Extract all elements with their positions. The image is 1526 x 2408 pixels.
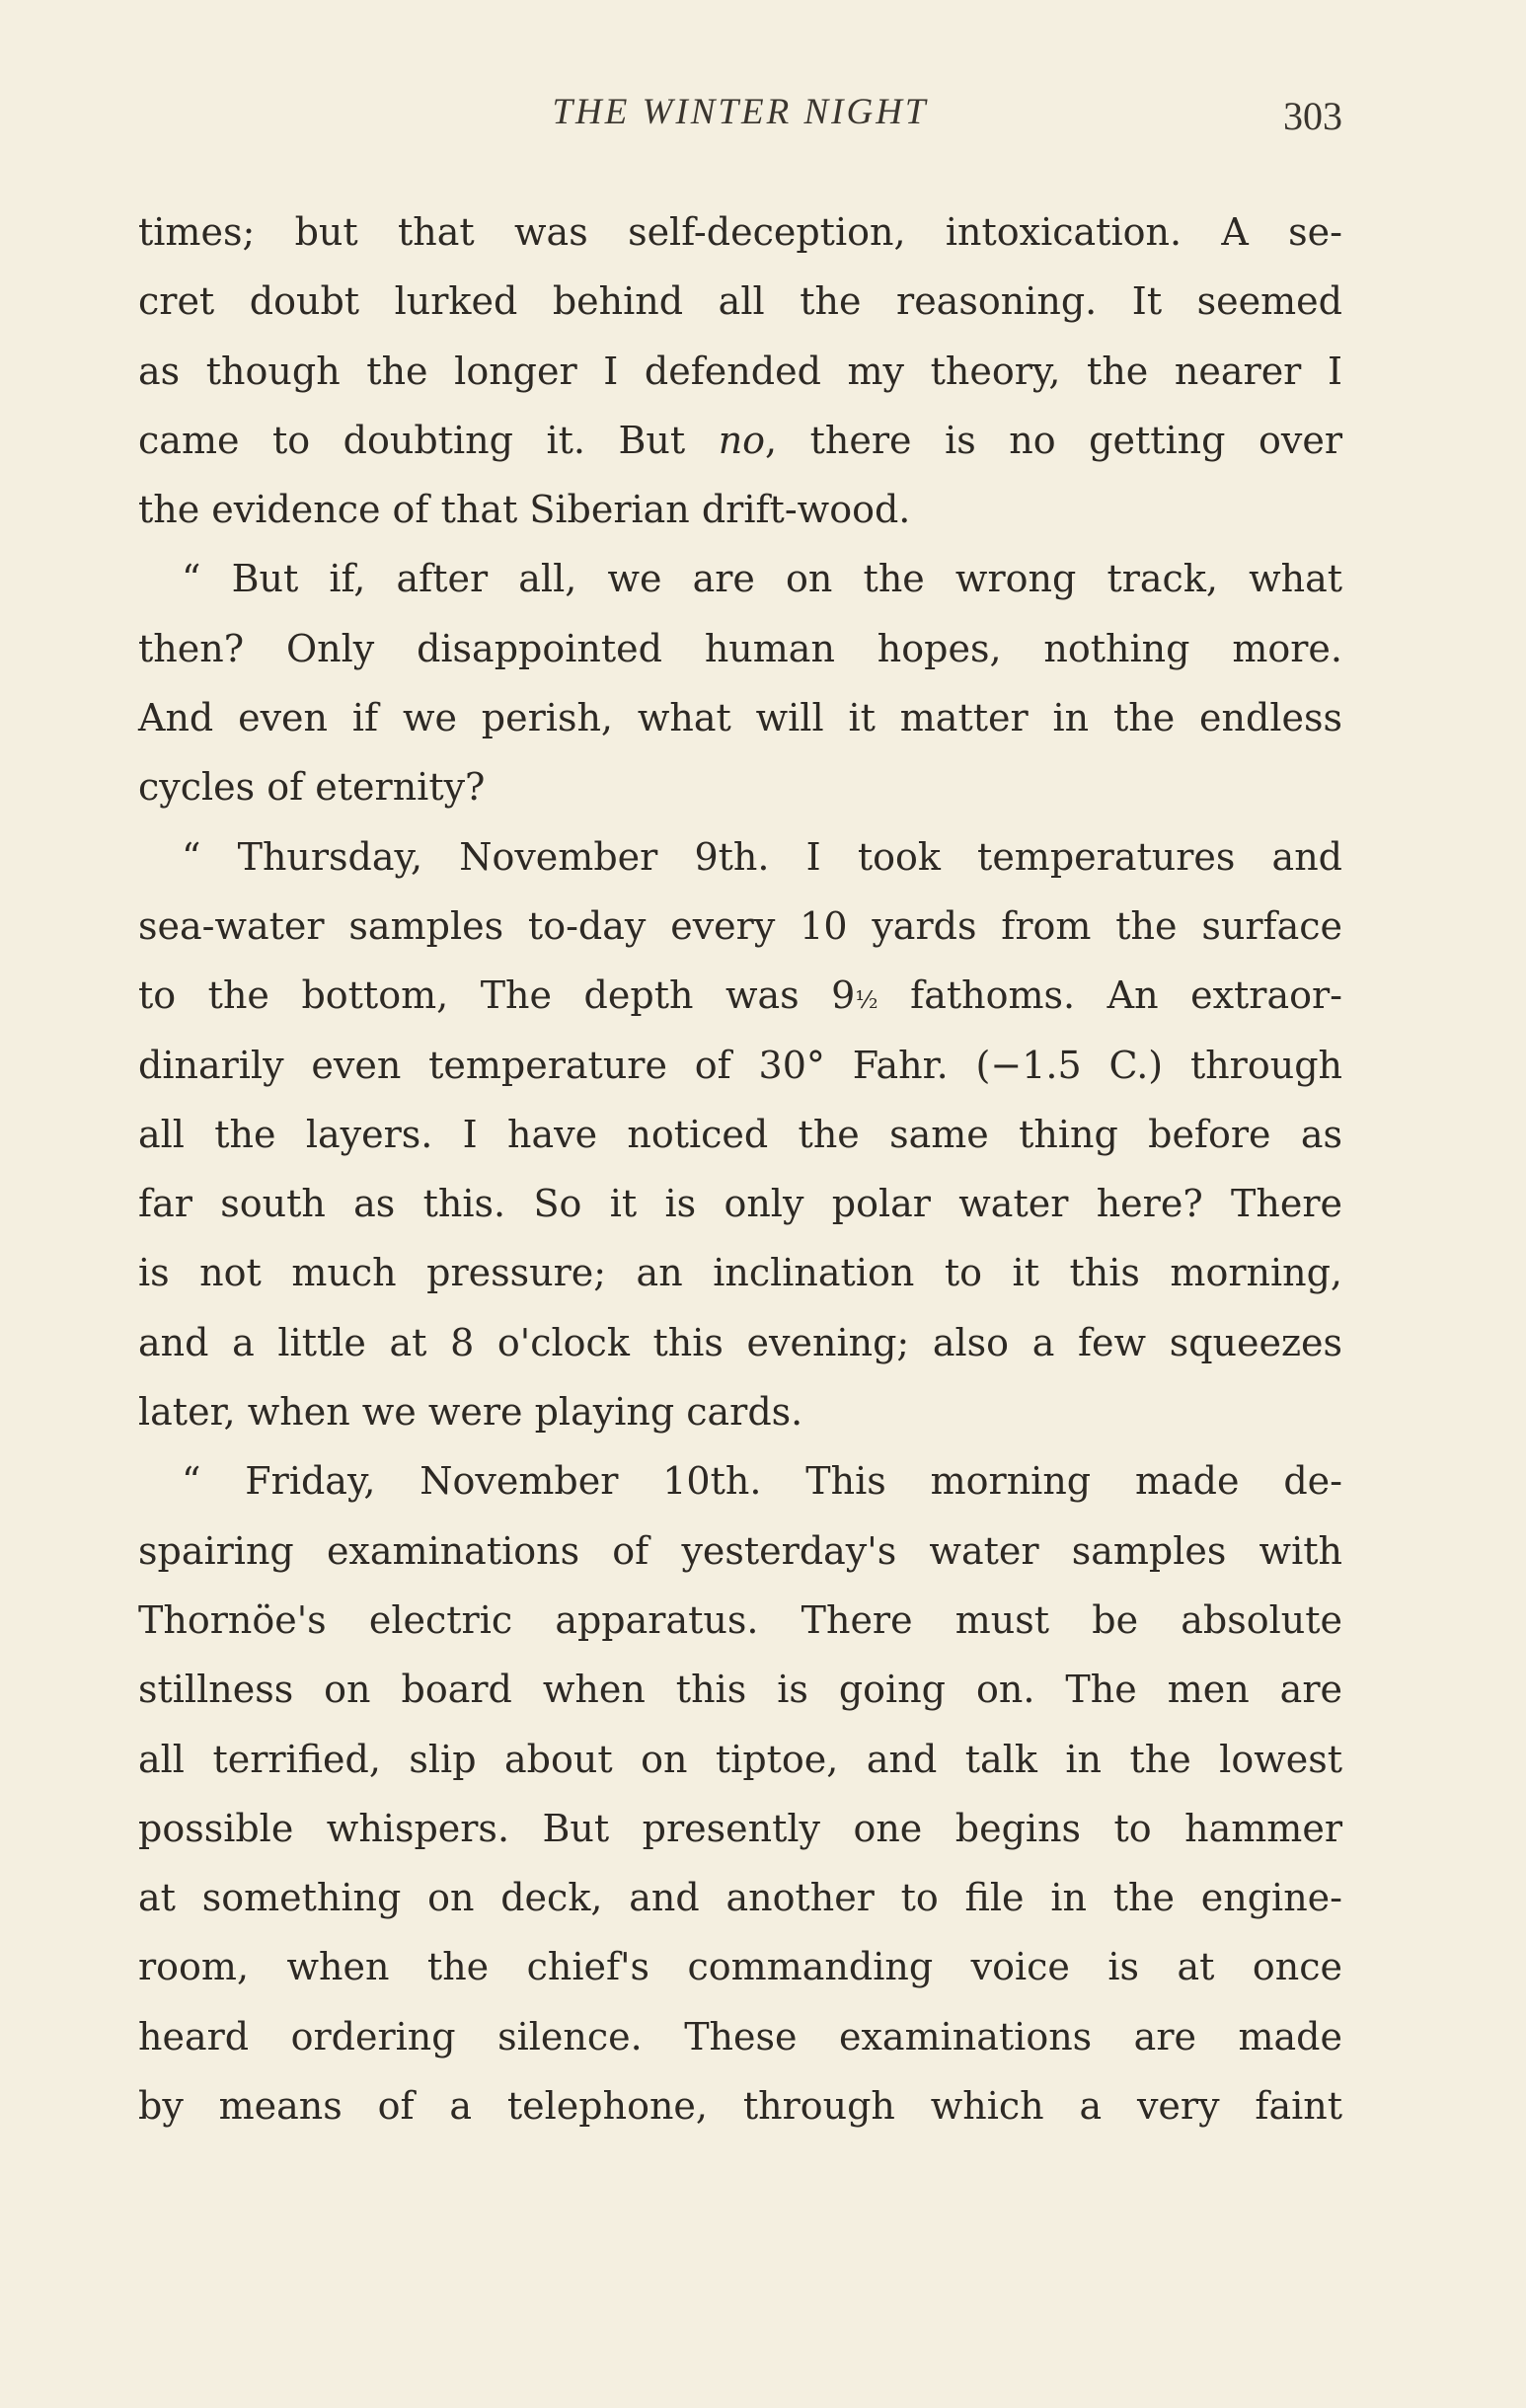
text-line: And even if we perish, what will it matter in the endless [138,696,1342,740]
text-line: heard ordering silence. These examinations are made [138,2014,1342,2058]
text-line [138,961,1342,1030]
running-title: THE WINTER NIGHT [552,92,929,132]
running-head [138,91,1342,150]
text-line [138,406,1342,475]
text-line: at something on deck, and another to file in the engine- [138,1876,1342,1920]
text-segment: came to doubting it. But [138,418,719,462]
text-line: the evidence of that Siberian drift-wood. [138,488,911,532]
text-line: spairing examinations of yesterday's water samples with [138,1528,1342,1573]
text-line: times; but that was self-deception, intoxication. A se- [138,210,1342,254]
text-line: far south as this. So it is only polar water here? There [138,1182,1342,1226]
text-segment: , there is no getting over [765,418,1343,462]
text-line: sea-water samples to-day every 10 yards from the surface [138,903,1342,948]
text-line: later, when we were playing cards. [138,1390,803,1435]
page-number: 303 [1283,94,1342,138]
text-line: “ But if, after all, we are on the wrong track, what [182,557,1342,601]
text-line: all terrified, slip about on tiptoe, and talk in the lowest [138,1737,1342,1781]
text-line: stillness on board when this is going on. The men are [138,1668,1342,1712]
text-line: “ Thursday, November 9th. I took temperatures and [182,834,1342,879]
text-line: room, when the chief's commanding voice is at once [138,1945,1342,1989]
text-line: is not much pressure; an inclination to it this morning, [138,1251,1342,1295]
text-line: and a little at 8 o'clock this evening; also a few squeezes [138,1320,1342,1364]
text-line: dinarily even temperature of 30° Fahr. (−1.5 C.) through [138,1043,1342,1087]
text-line: all the layers. I have noticed the same thing before as [138,1112,1342,1156]
text-line: then? Only disappointed human hopes, nothing more. [138,626,1342,670]
fraction: ½ [855,986,878,1015]
text-line: cycles of eternity? [138,765,486,810]
emphasized-word: no [718,418,766,462]
text-line: by means of a telephone, through which a very faint [138,2084,1342,2129]
text-line: cret doubt lurked behind all the reasoning. It seemed [138,279,1342,324]
text-segment: to the bottom, The depth was 9 [138,973,856,1018]
body-text [138,197,1342,2140]
text-line: Thornöe's electric apparatus. There must be absolute [138,1597,1342,1642]
text-line: possible whispers. But presently one begins to hammer [138,1806,1342,1850]
text-line: “ Friday, November 10th. This morning made de- [182,1459,1342,1504]
text-line: as though the longer I defended my theory, the nearer I [138,349,1342,393]
text-segment: fathoms. An extraor- [877,973,1342,1018]
